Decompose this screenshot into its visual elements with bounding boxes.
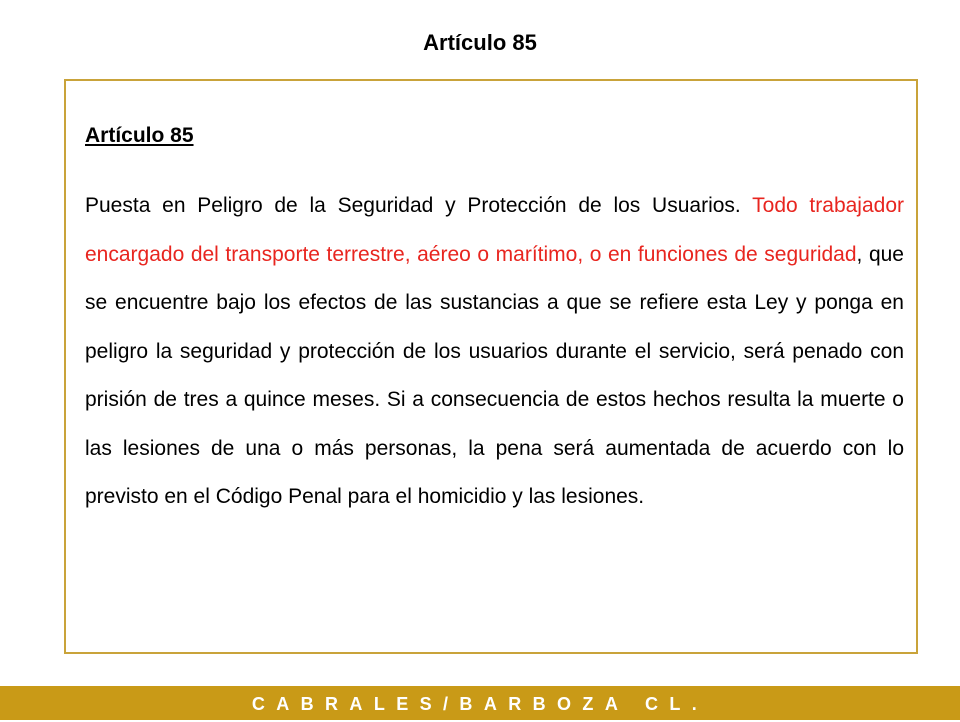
article-box xyxy=(64,79,918,654)
slide-title: Artículo 85 xyxy=(423,30,537,55)
article-body-highlight: Todo trabajador encargado del transporte terrestre, aéreo o marítimo, o en funciones de seguridad xyxy=(85,194,904,266)
article-body xyxy=(85,182,904,522)
article-body-intro: Puesta en Peligro de la Seguridad y Protección de los Usuarios. xyxy=(85,194,753,217)
footer-bar xyxy=(0,686,960,720)
article-heading: Artículo 85 xyxy=(85,124,194,147)
article-body-rest: , que se encuentre bajo los efectos de las sustancias a que se refiere esta Ley y ponga en peligro la seguridad y protección de los usuarios durante el servicio, será penado con prisión de tres a quince meses. Si a consecuencia de estos hechos resulta la muerte o las lesiones de una o más personas, la pena será aumentada de acuerdo con lo previsto en el Código Penal para el homicidio y las lesiones. xyxy=(85,242,904,508)
footer-text: CABRALES/BARBOZA CL. xyxy=(251,694,709,714)
